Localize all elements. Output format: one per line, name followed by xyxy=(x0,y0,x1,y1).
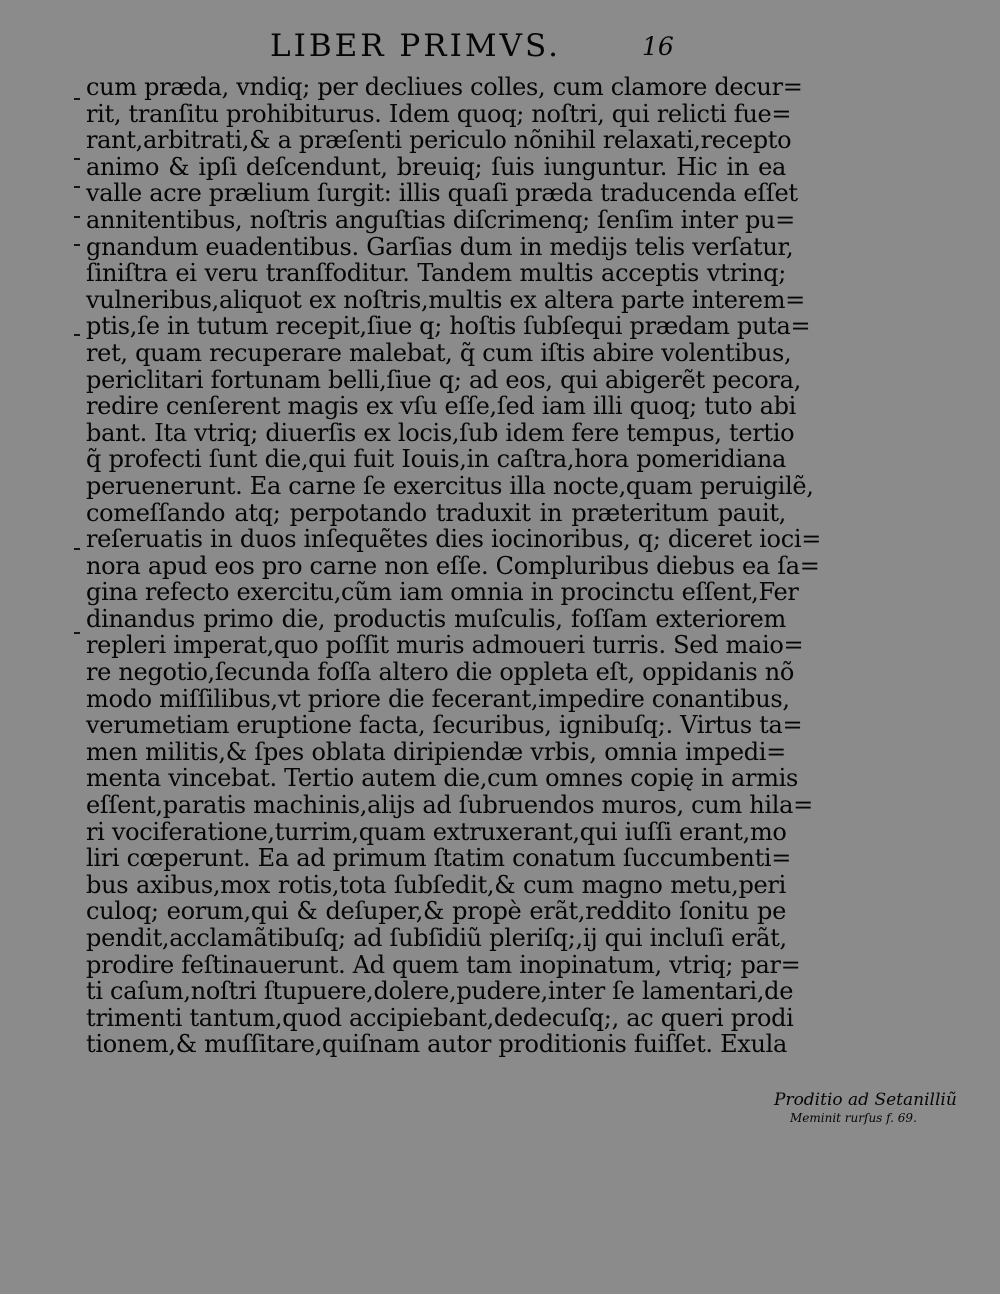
text-line: bant. Ita vtriq; diuerſis ex locis,ſub idem fere tempus, tertio xyxy=(86,418,795,447)
text-line: eſſent,paratis machinis,alijs ad ſubruendos muros, cum hila= xyxy=(86,791,813,820)
text-line: menta vincebat. Tertio autem die,cum omnes copię in armis xyxy=(86,764,799,793)
text-line: repleri imperat,quo poſſit muris admoueri turris. Sed maio= xyxy=(86,631,804,660)
text-line: gnandum euadentibus. Garſias dum in medijs telis verſatur, xyxy=(86,232,794,261)
text-line: ti caſum,noſtri ſtupuere,dolere,pudere,inter ſe lamentari,de xyxy=(86,977,794,1006)
margin-dot xyxy=(74,334,80,336)
text-line: redire cenſerent magis ex vſu eſſe,ſed iam illi quoq; tuto abi xyxy=(86,392,797,421)
text-line: nora apud eos pro carne non eſſe. Compluribus diebus ea ſa= xyxy=(86,551,820,580)
text-line: gina refecto exercitu,cũm iam omnia in procinctu eſſent,Fer xyxy=(86,578,799,607)
margin-dot xyxy=(74,98,80,100)
marginal-note xyxy=(774,1090,996,1126)
margin-dot xyxy=(74,216,80,218)
text-line: re negotio,ſecunda foſſa altero die oppleta eſt, oppidanis nõ xyxy=(86,658,795,687)
text-line: dinandus primo die, productis muſculis, foſſam exteriorem xyxy=(86,604,786,633)
text-line: trimenti tantum,quod accipiebant,dedecuſq;, ac queri prodi xyxy=(86,1003,794,1032)
text-line: reſeruatis in duos inſequẽtes dies iocinoribus, q; diceret ioci= xyxy=(86,525,822,554)
text-line: ſiniſtra ei veru tranſfoditur. Tandem multis acceptis vtrinq; xyxy=(86,259,786,288)
margin-dot xyxy=(74,548,80,550)
page-number: 16 xyxy=(642,32,674,61)
text-line: annitentibus, noſtris anguſtias diſcrimenq; ſenſim inter pu= xyxy=(86,205,795,234)
margin-dot xyxy=(74,244,80,246)
text-line: bus axibus,mox rotis,tota ſubſedit,& cum magno metu,peri xyxy=(86,870,786,899)
running-head: LIBER PRIMVS. xyxy=(270,28,561,64)
text-line: ret, quam recuperare malebat, q̃ cum iſtis abire volentibus, xyxy=(86,338,792,367)
page-header xyxy=(270,28,710,68)
text-line: tionem,& muſſitare,quiſnam autor proditionis fuiſſet. Exula xyxy=(86,1030,788,1059)
text-line: rit, tranſitu prohibiturus. Idem quoq; noſtri, qui relicti fue= xyxy=(86,99,792,128)
margin-dot xyxy=(74,158,80,160)
text-line: q̃ profecti ſunt die,qui fuit Iouis,in caſtra,hora pomeridiana xyxy=(86,445,786,474)
text-line: prodire feſtinauerunt. Ad quem tam inopinatum, vtriq; par= xyxy=(86,950,801,979)
text-line: ptis,ſe in tutum recepit,ſiue q; hoſtis ſubſequi prædam puta= xyxy=(86,312,811,341)
text-line: culoq; eorum,qui & deſuper,& propè erãt,reddito ſonitu pe xyxy=(86,897,786,926)
text-line: vulneribus,aliquot ex noſtris,multis ex altera parte interem= xyxy=(86,285,805,314)
text-line: pendit,acclamãtibuſq; ad ſubſidiũ pleriſq;,ij qui incluſi erãt, xyxy=(86,924,787,952)
text-line: verumetiam eruptione facta, ſecuribus, ignibuſq;. Virtus ta= xyxy=(86,711,803,740)
text-line: animo & ipſi deſcendunt, breuiq; ſuis iunguntur. Hic in ea xyxy=(86,152,786,181)
margin-dot xyxy=(74,632,80,634)
text-line: modo miſſilibus,vt priore die fecerant,impedire conantibus, xyxy=(86,684,790,713)
marginal-note-text: Proditio ad Setanilliũ xyxy=(774,1090,957,1110)
text-line: ri vociferatione,turrim,quam extruxerant,qui iuſſi erant,mo xyxy=(86,817,787,846)
margin-dot xyxy=(74,186,80,188)
text-line: periclitari fortunam belli,ſiue q; ad eos, qui abigerẽt pecora, xyxy=(86,365,801,394)
marginal-note-reference: Meminit rurſus f. 69. xyxy=(790,1111,917,1125)
text-line: valle acre prælium ſurgit: illis quaſi præda traducenda eſſet xyxy=(86,179,798,208)
text-line: cum præda, vndiq; per decliues colles, cum clamore decur= xyxy=(86,73,803,101)
text-line: liri cœperunt. Ea ad primum ſtatim conatum ſuccumbenti= xyxy=(86,844,792,873)
text-line: comeſſando atq; perpotando traduxit in præteritum pauit, xyxy=(86,498,786,527)
text-line: rant,arbitrati,& a præſenti periculo nõnihil relaxati,recepto xyxy=(86,126,792,155)
text-line: peruenerunt. Ea carne ſe exercitus illa nocte,quam peruigilẽ, xyxy=(86,471,814,500)
text-line: men militis,& ſpes oblata diripiendæ vrbis, omnia impedi= xyxy=(86,737,786,766)
body-text xyxy=(86,73,822,1059)
